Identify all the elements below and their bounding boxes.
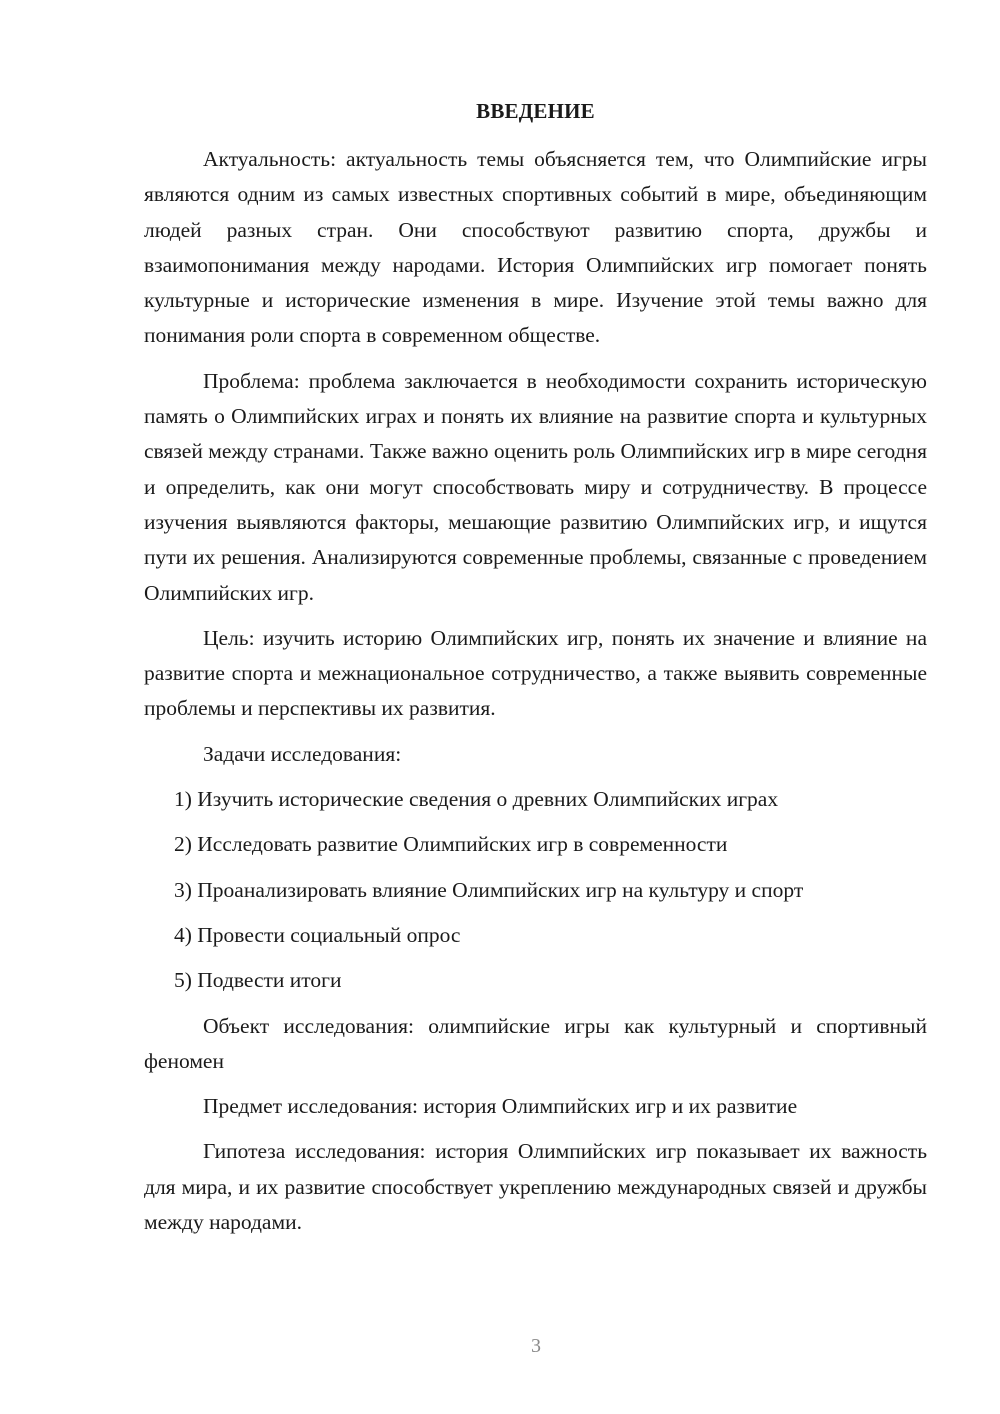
paragraph-subject: Предмет исследования: история Олимпийских игр и их развитие [203, 1094, 798, 1119]
paragraph-hypothesis: Гипотеза исследования: история Олимпийских игр показывает их важность для мира, и их развитие способствует укреплению международных связей и дружбы между народами. [144, 1139, 927, 1235]
tasks-heading: Задачи исследования: [203, 741, 402, 766]
paragraph-goal: Цель: изучить историю Олимпийских игр, понять их значение и влияние на развитие спорта и межнациональное сотрудничество, а также выявить современные проблемы и перспективы их развития. [144, 625, 927, 721]
list-item-task-5: 5) Подвести итоги [174, 968, 342, 993]
page-title: ВВЕДЕНИЕ [476, 99, 595, 123]
page-body [144, 142, 927, 1240]
paragraph-object: Объект исследования: олимпийские игры как культурный и спортивный феномен [144, 1013, 927, 1073]
paragraph-problem: Проблема: проблема заключается в необходимости сохранить историческую память о Олимпийских играх и понять их влияние на развитие спорта и культурных связей между странами. Также важно оценить роль Олимпийских игр в мире сегодня и определить, как они могут способствовать миру и сотрудничеству. В процессе изучения выявляются факторы, мешающие развитию Олимпийских игр, и ищутся пути их решения. Анализируются современные проблемы, связанные с проведением Олимпийских игр. [144, 368, 927, 605]
page-number: 3 [531, 1335, 541, 1357]
list-item-task-1: 1) Изучить исторические сведения о древних Олимпийских играх [174, 787, 779, 812]
task-list [144, 782, 927, 998]
list-item-task-4: 4) Провести социальный опрос [174, 922, 461, 947]
paragraph-relevance: Актуальность: актуальность темы объясняется тем, что Олимпийские игры являются одним из самых известных спортивных событий в мире, объединяющим людей разных стран. Они способствуют развитию спорта, дружбы и взаимопонимания между народами. История Олимпийских игр помогает понять культурные и исторические изменения в мире. Изучение этой темы важно для понимания роли спорта в современном обществе. [144, 147, 927, 348]
list-item-task-2: 2) Исследовать развитие Олимпийских игр в современности [174, 832, 728, 857]
list-item-task-3: 3) Проанализировать влияние Олимпийских игр на культуру и спорт [174, 877, 804, 902]
